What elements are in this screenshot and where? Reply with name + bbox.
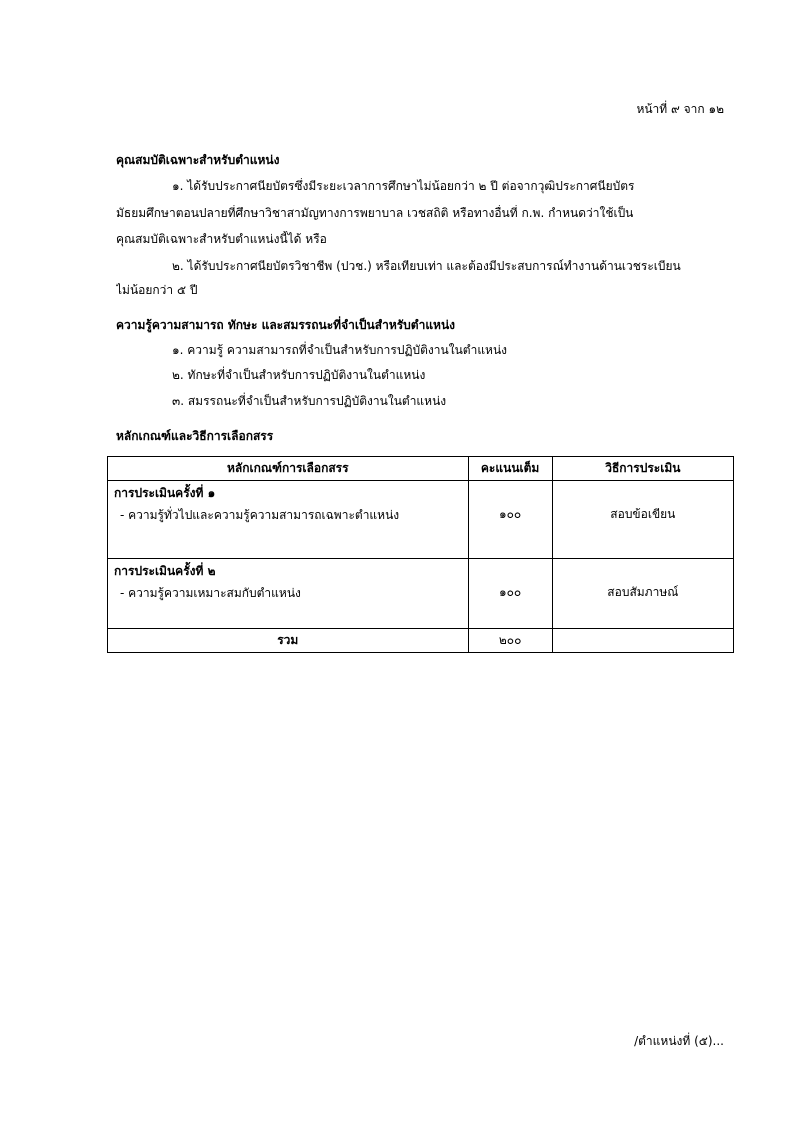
score-value: ๑๐๐ [498,585,522,599]
table-row [108,481,734,559]
table-header-row [108,457,734,481]
total-score: ๒๐๐ [468,629,552,653]
assessment-item: - ความรู้ทั่วไปและความรู้ความสามารถเฉพาะตำแหน่ง [120,508,400,522]
competency-item-3: ๓. สมรรถนะที่จำเป็นสำหรับการปฏิบัติงานในตำแหน่ง [172,394,447,408]
competency-item-1: ๑. ความรู้ ความสามารถที่จำเป็นสำหรับการปฏิบัติงานในตำแหน่ง [172,343,508,357]
total-label: รวม [108,629,469,653]
assessment-title: การประเมินครั้งที่ ๑ [114,486,216,500]
table-total-row [108,629,734,653]
criteria-cell [108,481,469,559]
criteria-cell [108,559,469,629]
score-cell [468,559,552,629]
qualification-item-2-line-1: ๒. ได้รับประกาศนียบัตรวิชาชีพ (ปวช.) หรือเทียบเท่า และต้องมีประสบการณ์ทำงานด้านเวชระเบียน [172,259,681,273]
selection-criteria-table [107,456,734,653]
competencies-heading: ความรู้ความสามารถ ทักษะ และสมรรถนะที่จำเป็นสำหรับตำแหน่ง [116,318,456,332]
qualification-item-1-line-2: มัธยมศึกษาตอนปลายที่ศึกษาวิชาสามัญทางการพยาบาล เวชสถิติ หรือทางอื่นที่ ก.พ. กำหนดว่าใช้เป็น [116,206,634,220]
page-number: หน้าที่ ๙ จาก ๑๒ [636,102,724,116]
continuation-note: /ตำแหน่งที่ (๕)... [634,1034,724,1048]
header-full-score: คะแนนเต็ม [468,457,552,481]
score-cell [468,481,552,559]
total-method [552,629,733,653]
qualification-item-2-line-2: ไม่น้อยกว่า ๕ ปี [116,283,198,297]
qualification-item-1-line-3: คุณสมบัติเฉพาะสำหรับตำแหน่งนี้ได้ หรือ [116,232,327,246]
competency-item-2: ๒. ทักษะที่จำเป็นสำหรับการปฏิบัติงานในตำแหน่ง [172,368,426,382]
score-value: ๑๐๐ [498,507,522,521]
assessment-title: การประเมินครั้งที่ ๒ [114,564,216,578]
method-cell [552,559,733,629]
header-criteria: หลักเกณฑ์การเลือกสรร [108,457,469,481]
header-method: วิธีการประเมิน [552,457,733,481]
qualifications-heading: คุณสมบัติเฉพาะสำหรับตำแหน่ง [116,153,280,167]
qualification-item-1-line-1: ๑. ได้รับประกาศนียบัตรซึ่งมีระยะเวลาการศึกษาไม่น้อยกว่า ๒ ปี ต่อจากวุฒิประกาศนียบัตร [172,179,635,193]
table-row [108,559,734,629]
method-value: สอบข้อเขียน [610,507,676,521]
assessment-item: - ความรู้ความเหมาะสมกับตำแหน่ง [120,586,301,600]
method-cell [552,481,733,559]
method-value: สอบสัมภาษณ์ [607,585,679,599]
selection-heading: หลักเกณฑ์และวิธีการเลือกสรร [116,429,274,443]
